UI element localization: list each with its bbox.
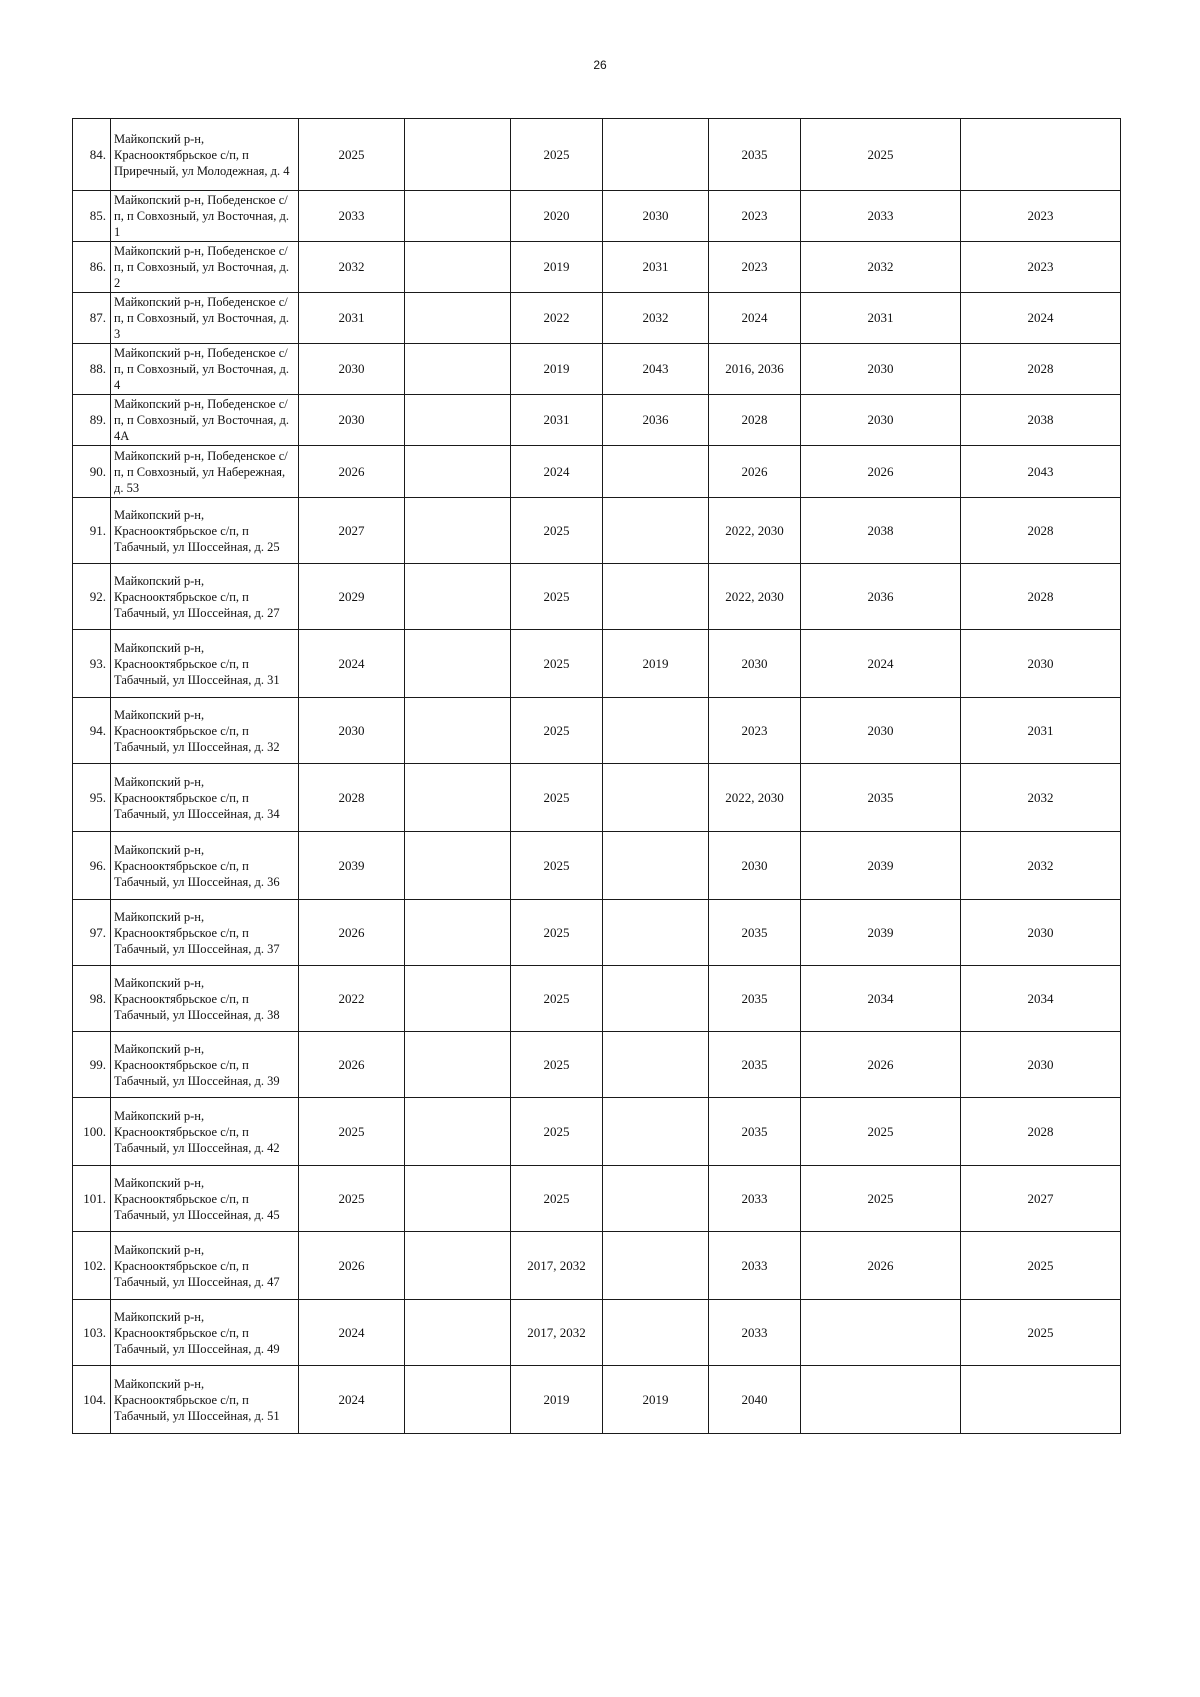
col-4-cell xyxy=(603,1232,709,1300)
col-2-cell xyxy=(405,395,511,446)
col-4-cell xyxy=(603,1032,709,1098)
col-2-cell xyxy=(405,630,511,698)
row-number-cell: 85. xyxy=(73,191,111,242)
col-6-cell: 2025 xyxy=(801,1166,961,1232)
col-6-cell: 2026 xyxy=(801,1232,961,1300)
row-number-cell: 104. xyxy=(73,1366,111,1434)
col-3-cell: 2025 xyxy=(511,498,603,564)
col-5-cell: 2023 xyxy=(709,698,801,764)
table-row xyxy=(73,630,1121,698)
col-3-cell: 2017, 2032 xyxy=(511,1232,603,1300)
col-1-cell: 2026 xyxy=(299,1232,405,1300)
row-number-cell: 102. xyxy=(73,1232,111,1300)
table-row xyxy=(73,564,1121,630)
col-5-cell: 2035 xyxy=(709,966,801,1032)
col-6-cell: 2039 xyxy=(801,832,961,900)
col-4-cell xyxy=(603,446,709,498)
col-6-cell: 2039 xyxy=(801,900,961,966)
row-number-cell: 99. xyxy=(73,1032,111,1098)
address-cell: Майкопский р-н, Победенское с/п, п Совхозный, ул Восточная, д. 4 xyxy=(111,344,299,395)
col-4-cell: 2032 xyxy=(603,293,709,344)
address-cell: Майкопский р-н, Краснооктябрьское с/п, п Табачный, ул Шоссейная, д. 32 xyxy=(111,698,299,764)
address-cell: Майкопский р-н, Краснооктябрьское с/п, п Табачный, ул Шоссейная, д. 34 xyxy=(111,764,299,832)
col-1-cell: 2030 xyxy=(299,698,405,764)
row-number-cell: 95. xyxy=(73,764,111,832)
table-row xyxy=(73,1300,1121,1366)
col-4-cell xyxy=(603,832,709,900)
col-2-cell xyxy=(405,293,511,344)
address-cell: Майкопский р-н, Краснооктябрьское с/п, п Табачный, ул Шоссейная, д. 45 xyxy=(111,1166,299,1232)
col-4-cell: 2019 xyxy=(603,630,709,698)
address-cell: Майкопский р-н, Краснооктябрьское с/п, п Табачный, ул Шоссейная, д. 47 xyxy=(111,1232,299,1300)
row-number-cell: 103. xyxy=(73,1300,111,1366)
col-7-cell: 2030 xyxy=(961,630,1121,698)
row-number-cell: 92. xyxy=(73,564,111,630)
col-1-cell: 2024 xyxy=(299,630,405,698)
col-4-cell: 2031 xyxy=(603,242,709,293)
col-2-cell xyxy=(405,698,511,764)
col-7-cell: 2031 xyxy=(961,698,1121,764)
col-4-cell xyxy=(603,1300,709,1366)
col-6-cell: 2030 xyxy=(801,698,961,764)
col-6-cell: 2034 xyxy=(801,966,961,1032)
col-3-cell: 2025 xyxy=(511,764,603,832)
col-7-cell xyxy=(961,1366,1121,1434)
col-5-cell: 2026 xyxy=(709,446,801,498)
col-4-cell: 2019 xyxy=(603,1366,709,1434)
address-cell: Майкопский р-н, Победенское с/п, п Совхозный, ул Восточная, д. 1 xyxy=(111,191,299,242)
col-2-cell xyxy=(405,1098,511,1166)
row-number-cell: 86. xyxy=(73,242,111,293)
table-row xyxy=(73,900,1121,966)
col-4-cell xyxy=(603,564,709,630)
col-4-cell: 2036 xyxy=(603,395,709,446)
col-3-cell: 2025 xyxy=(511,1166,603,1232)
col-4-cell: 2030 xyxy=(603,191,709,242)
table-row xyxy=(73,966,1121,1032)
col-5-cell: 2035 xyxy=(709,1098,801,1166)
col-6-cell: 2025 xyxy=(801,1098,961,1166)
col-7-cell: 2023 xyxy=(961,242,1121,293)
col-1-cell: 2027 xyxy=(299,498,405,564)
col-2-cell xyxy=(405,1032,511,1098)
address-cell: Майкопский р-н, Победенское с/п, п Совхозный, ул Восточная, д. 4А xyxy=(111,395,299,446)
col-4-cell xyxy=(603,1166,709,1232)
col-3-cell: 2024 xyxy=(511,446,603,498)
col-5-cell: 2024 xyxy=(709,293,801,344)
col-1-cell: 2033 xyxy=(299,191,405,242)
col-1-cell: 2032 xyxy=(299,242,405,293)
col-1-cell: 2030 xyxy=(299,344,405,395)
col-5-cell: 2022, 2030 xyxy=(709,564,801,630)
col-1-cell: 2029 xyxy=(299,564,405,630)
address-cell: Майкопский р-н, Краснооктябрьское с/п, п Табачный, ул Шоссейная, д. 31 xyxy=(111,630,299,698)
col-6-cell: 2030 xyxy=(801,395,961,446)
col-3-cell: 2025 xyxy=(511,1098,603,1166)
table-row xyxy=(73,764,1121,832)
table-row xyxy=(73,395,1121,446)
table-row xyxy=(73,446,1121,498)
col-7-cell: 2028 xyxy=(961,344,1121,395)
address-cell: Майкопский р-н, Победенское с/п, п Совхозный, ул Набережная, д. 53 xyxy=(111,446,299,498)
col-6-cell: 2026 xyxy=(801,446,961,498)
col-2-cell xyxy=(405,1300,511,1366)
address-cell: Майкопский р-н, Краснооктябрьское с/п, п Табачный, ул Шоссейная, д. 27 xyxy=(111,564,299,630)
col-5-cell: 2028 xyxy=(709,395,801,446)
table-row xyxy=(73,191,1121,242)
col-5-cell: 2033 xyxy=(709,1300,801,1366)
col-4-cell xyxy=(603,900,709,966)
col-2-cell xyxy=(405,242,511,293)
col-6-cell xyxy=(801,1366,961,1434)
col-1-cell: 2026 xyxy=(299,446,405,498)
row-number-cell: 88. xyxy=(73,344,111,395)
col-3-cell: 2019 xyxy=(511,344,603,395)
col-6-cell: 2035 xyxy=(801,764,961,832)
col-3-cell: 2025 xyxy=(511,900,603,966)
col-1-cell: 2026 xyxy=(299,1032,405,1098)
col-5-cell: 2035 xyxy=(709,119,801,191)
address-cell: Майкопский р-н, Победенское с/п, п Совхозный, ул Восточная, д. 3 xyxy=(111,293,299,344)
schedule-table xyxy=(72,118,1121,1434)
col-2-cell xyxy=(405,966,511,1032)
col-1-cell: 2025 xyxy=(299,1098,405,1166)
col-2-cell xyxy=(405,446,511,498)
col-2-cell xyxy=(405,900,511,966)
col-5-cell: 2022, 2030 xyxy=(709,764,801,832)
table-row xyxy=(73,119,1121,191)
row-number-cell: 91. xyxy=(73,498,111,564)
col-5-cell: 2022, 2030 xyxy=(709,498,801,564)
col-6-cell: 2036 xyxy=(801,564,961,630)
col-1-cell: 2022 xyxy=(299,966,405,1032)
col-4-cell xyxy=(603,1098,709,1166)
col-7-cell: 2027 xyxy=(961,1166,1121,1232)
col-1-cell: 2026 xyxy=(299,900,405,966)
address-cell: Майкопский р-н, Краснооктябрьское с/п, п Табачный, ул Шоссейная, д. 38 xyxy=(111,966,299,1032)
col-1-cell: 2024 xyxy=(299,1300,405,1366)
col-1-cell: 2028 xyxy=(299,764,405,832)
row-number-cell: 101. xyxy=(73,1166,111,1232)
col-3-cell: 2019 xyxy=(511,242,603,293)
col-7-cell: 2030 xyxy=(961,1032,1121,1098)
row-number-cell: 98. xyxy=(73,966,111,1032)
row-number-cell: 100. xyxy=(73,1098,111,1166)
col-6-cell: 2038 xyxy=(801,498,961,564)
col-1-cell: 2025 xyxy=(299,1166,405,1232)
col-1-cell: 2031 xyxy=(299,293,405,344)
col-6-cell xyxy=(801,1300,961,1366)
table-row xyxy=(73,498,1121,564)
col-5-cell: 2030 xyxy=(709,630,801,698)
col-3-cell: 2025 xyxy=(511,698,603,764)
address-cell: Майкопский р-н, Краснооктябрьское с/п, п Табачный, ул Шоссейная, д. 42 xyxy=(111,1098,299,1166)
row-number-cell: 84. xyxy=(73,119,111,191)
col-2-cell xyxy=(405,564,511,630)
col-3-cell: 2025 xyxy=(511,119,603,191)
col-3-cell: 2025 xyxy=(511,966,603,1032)
col-7-cell: 2025 xyxy=(961,1300,1121,1366)
col-2-cell xyxy=(405,498,511,564)
col-2-cell xyxy=(405,344,511,395)
col-6-cell: 2026 xyxy=(801,1032,961,1098)
col-5-cell: 2030 xyxy=(709,832,801,900)
col-3-cell: 2031 xyxy=(511,395,603,446)
col-5-cell: 2033 xyxy=(709,1232,801,1300)
table-row xyxy=(73,293,1121,344)
col-4-cell xyxy=(603,764,709,832)
col-7-cell xyxy=(961,119,1121,191)
col-6-cell: 2030 xyxy=(801,344,961,395)
col-3-cell: 2022 xyxy=(511,293,603,344)
col-4-cell xyxy=(603,498,709,564)
address-cell: Майкопский р-н, Краснооктябрьское с/п, п Табачный, ул Шоссейная, д. 25 xyxy=(111,498,299,564)
address-cell: Майкопский р-н, Краснооктябрьское с/п, п Табачный, ул Шоссейная, д. 49 xyxy=(111,1300,299,1366)
col-2-cell xyxy=(405,764,511,832)
col-3-cell: 2025 xyxy=(511,564,603,630)
address-cell: Майкопский р-н, Краснооктябрьское с/п, п Табачный, ул Шоссейная, д. 39 xyxy=(111,1032,299,1098)
table-row xyxy=(73,1166,1121,1232)
row-number-cell: 93. xyxy=(73,630,111,698)
address-cell: Майкопский р-н, Краснооктябрьское с/п, п Табачный, ул Шоссейная, д. 37 xyxy=(111,900,299,966)
col-3-cell: 2020 xyxy=(511,191,603,242)
row-number-cell: 96. xyxy=(73,832,111,900)
col-6-cell: 2033 xyxy=(801,191,961,242)
col-1-cell: 2039 xyxy=(299,832,405,900)
table-row xyxy=(73,1232,1121,1300)
col-7-cell: 2028 xyxy=(961,564,1121,630)
row-number-cell: 90. xyxy=(73,446,111,498)
table-body xyxy=(73,119,1121,1434)
table-row xyxy=(73,698,1121,764)
col-7-cell: 2023 xyxy=(961,191,1121,242)
row-number-cell: 89. xyxy=(73,395,111,446)
col-7-cell: 2025 xyxy=(961,1232,1121,1300)
col-2-cell xyxy=(405,1166,511,1232)
col-3-cell: 2025 xyxy=(511,832,603,900)
address-cell: Майкопский р-н, Краснооктябрьское с/п, п Табачный, ул Шоссейная, д. 51 xyxy=(111,1366,299,1434)
table-row xyxy=(73,832,1121,900)
col-7-cell: 2028 xyxy=(961,498,1121,564)
col-2-cell xyxy=(405,832,511,900)
col-7-cell: 2032 xyxy=(961,764,1121,832)
col-3-cell: 2017, 2032 xyxy=(511,1300,603,1366)
col-7-cell: 2028 xyxy=(961,1098,1121,1166)
address-cell: Майкопский р-н, Краснооктябрьское с/п, п Приречный, ул Молодежная, д. 4 xyxy=(111,119,299,191)
col-4-cell xyxy=(603,698,709,764)
row-number-cell: 87. xyxy=(73,293,111,344)
col-7-cell: 2034 xyxy=(961,966,1121,1032)
col-2-cell xyxy=(405,191,511,242)
table-row xyxy=(73,344,1121,395)
row-number-cell: 94. xyxy=(73,698,111,764)
col-1-cell: 2025 xyxy=(299,119,405,191)
col-7-cell: 2030 xyxy=(961,900,1121,966)
col-5-cell: 2023 xyxy=(709,191,801,242)
col-4-cell xyxy=(603,119,709,191)
col-7-cell: 2043 xyxy=(961,446,1121,498)
col-6-cell: 2024 xyxy=(801,630,961,698)
col-2-cell xyxy=(405,1366,511,1434)
col-5-cell: 2033 xyxy=(709,1166,801,1232)
col-6-cell: 2031 xyxy=(801,293,961,344)
address-cell: Майкопский р-н, Победенское с/п, п Совхозный, ул Восточная, д. 2 xyxy=(111,242,299,293)
page-number: 26 xyxy=(593,58,607,72)
col-3-cell: 2019 xyxy=(511,1366,603,1434)
col-5-cell: 2016, 2036 xyxy=(709,344,801,395)
col-1-cell: 2024 xyxy=(299,1366,405,1434)
col-5-cell: 2040 xyxy=(709,1366,801,1434)
table-row xyxy=(73,242,1121,293)
col-1-cell: 2030 xyxy=(299,395,405,446)
col-7-cell: 2032 xyxy=(961,832,1121,900)
col-3-cell: 2025 xyxy=(511,630,603,698)
table-row xyxy=(73,1032,1121,1098)
col-5-cell: 2035 xyxy=(709,900,801,966)
row-number-cell: 97. xyxy=(73,900,111,966)
col-5-cell: 2023 xyxy=(709,242,801,293)
col-4-cell xyxy=(603,966,709,1032)
table-row xyxy=(73,1098,1121,1166)
col-2-cell xyxy=(405,1232,511,1300)
col-2-cell xyxy=(405,119,511,191)
col-7-cell: 2024 xyxy=(961,293,1121,344)
col-3-cell: 2025 xyxy=(511,1032,603,1098)
col-7-cell: 2038 xyxy=(961,395,1121,446)
col-6-cell: 2025 xyxy=(801,119,961,191)
col-5-cell: 2035 xyxy=(709,1032,801,1098)
col-4-cell: 2043 xyxy=(603,344,709,395)
table-row xyxy=(73,1366,1121,1434)
col-6-cell: 2032 xyxy=(801,242,961,293)
address-cell: Майкопский р-н, Краснооктябрьское с/п, п Табачный, ул Шоссейная, д. 36 xyxy=(111,832,299,900)
